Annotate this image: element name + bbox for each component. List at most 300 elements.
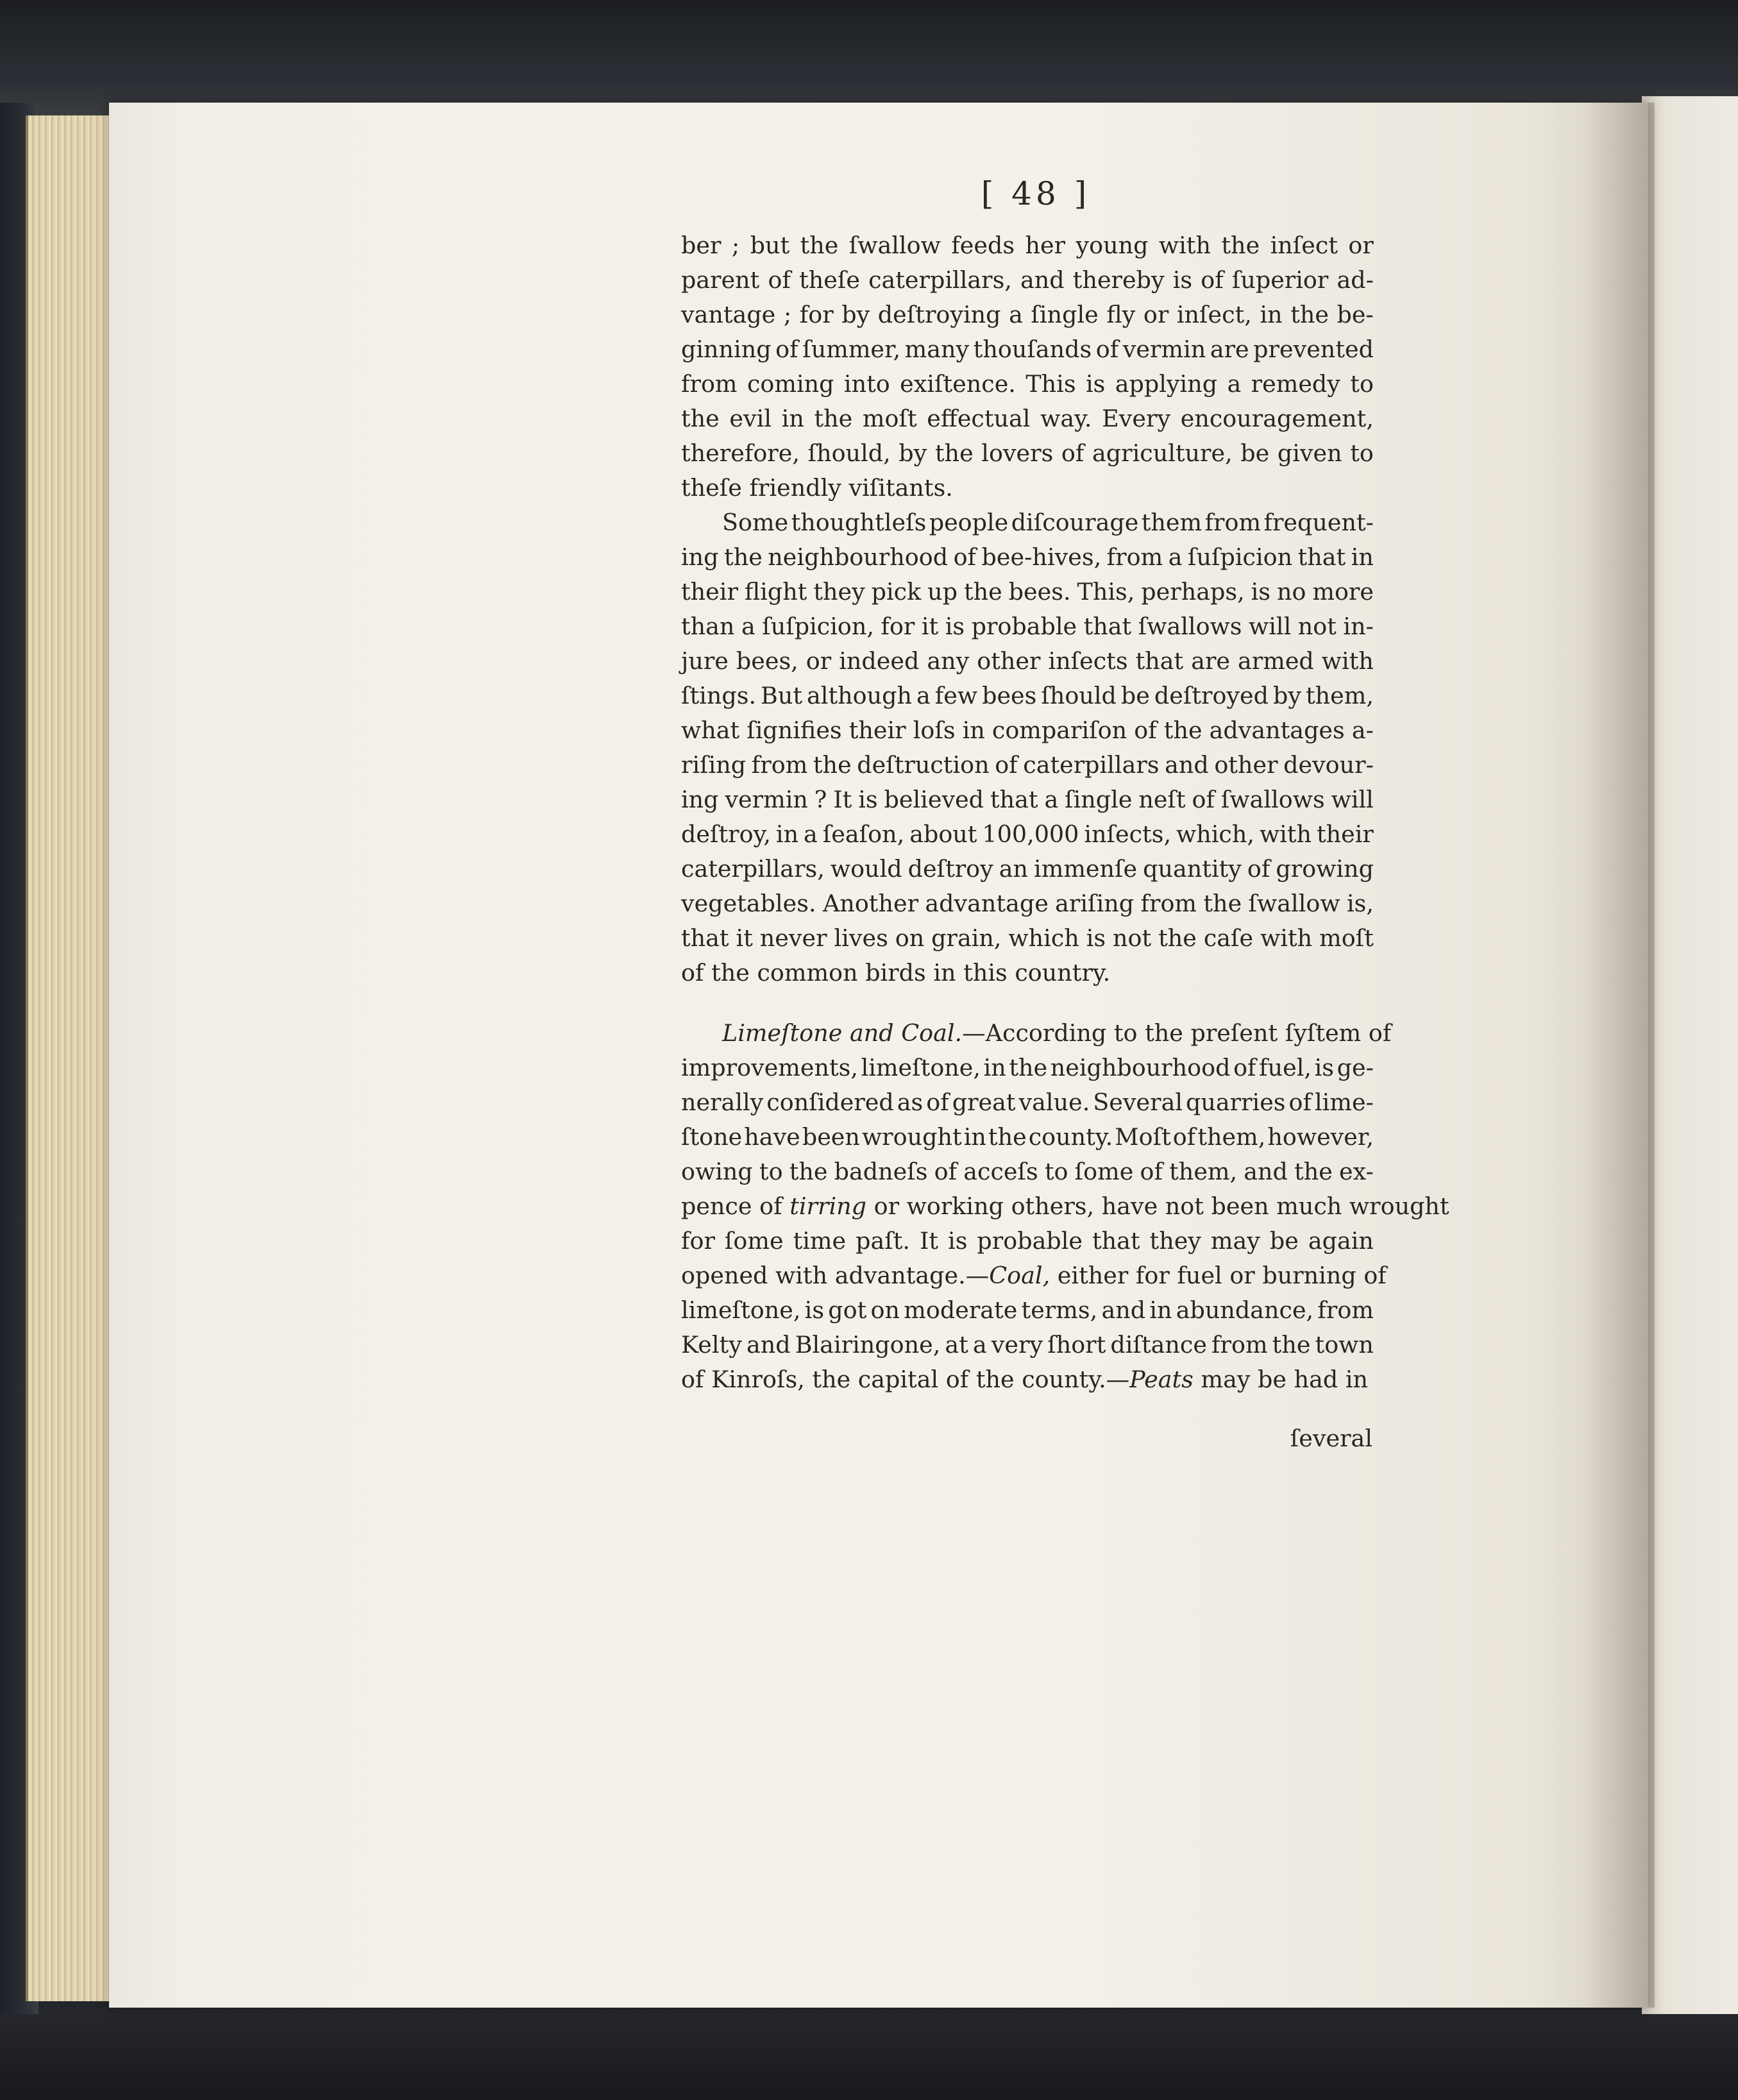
word: ; [783,301,792,328]
word: and [746,1331,791,1359]
word: lives [834,924,888,952]
word: their [848,716,906,744]
word: with [1321,647,1374,675]
word: ſwallow [848,232,941,259]
word: any [927,647,970,675]
text-line [681,817,1374,852]
word: although [807,682,912,709]
word: from [1211,1331,1268,1359]
word: ſuſpicion [1187,543,1293,571]
word: ber [681,232,721,259]
word: improvements, [681,1054,859,1081]
word: however, [1267,1123,1374,1151]
word: ge- [1337,1054,1374,1081]
word: inſects [1048,647,1128,675]
word: the [1294,1158,1333,1185]
section-heading-line: Limeſtone and Coal.—According to the preſent ſyſtem of [722,1019,1392,1047]
word: vegetables. [681,890,816,917]
word: Some [722,509,789,536]
word: that [1135,647,1184,675]
word: remedy [1251,370,1340,398]
text-line [681,713,1374,748]
word: is [948,1227,968,1255]
word: thereby [1072,266,1165,294]
word: is [1086,924,1106,952]
word: from [1204,509,1261,536]
word: indeed [839,647,920,675]
word: Moſt [1115,1123,1171,1151]
word: Every [1102,405,1171,432]
word: theſe [799,266,860,294]
word: got [828,1296,867,1324]
text-line [681,1224,1374,1258]
word: her [1025,232,1066,259]
word: advantage [925,890,1049,917]
word: ing [681,786,719,813]
word: town [1315,1331,1374,1359]
word: quarries [1186,1088,1286,1116]
word: thouſands [973,335,1092,363]
text-line [681,644,1374,679]
word: ariſing [1055,890,1135,917]
word: to [1350,439,1374,467]
word: into [843,370,890,398]
word: with [1260,924,1313,952]
word: badneſs [834,1158,928,1185]
word: way. [1040,405,1092,432]
word: which, [1176,820,1254,848]
word: deſtroy, [681,820,771,848]
word: other [977,647,1041,675]
word: young [1076,232,1149,259]
word: of [1192,786,1215,813]
text-line [681,1155,1374,1189]
word: a [804,820,818,848]
word: of [775,335,798,363]
word: Several [1093,1088,1183,1116]
word: of [1172,1123,1196,1151]
word: ſignifies [747,716,842,744]
word: parent [681,266,760,294]
word: given [1277,439,1342,467]
word: be [1240,439,1270,467]
word: than [681,613,735,640]
text-line [681,1293,1374,1328]
word: Another [822,890,919,917]
word: caterpillars, [868,266,1012,294]
word: of [1233,1054,1256,1081]
word: them, [1169,1158,1238,1185]
word: or [806,647,832,675]
word: lovers [981,439,1054,467]
text-line [681,505,1374,540]
word: and [1020,266,1065,294]
word: But [761,682,803,709]
section-heading: Limeſtone and Coal. [722,1019,963,1047]
word: in [781,405,804,432]
word: fuel, [1259,1054,1312,1081]
word: of [926,1088,949,1116]
word: moderate [904,1296,1018,1324]
word: inſect, [1176,301,1252,328]
word: armed [1238,647,1314,675]
word: been [802,1123,860,1151]
word: therefore, [681,439,800,467]
word: a [1168,543,1183,571]
word: are [1191,647,1230,675]
word: and [1101,1296,1146,1324]
word: agriculture, [1092,439,1233,467]
word: abundance, [1176,1296,1314,1324]
text-line [681,679,1374,713]
word: at [945,1331,968,1359]
word: believed [884,786,984,813]
word: for [881,613,915,640]
word: for [799,301,834,328]
word: never [759,924,827,952]
word: of [768,266,791,294]
word: evil [729,405,772,432]
word: a [1009,301,1023,328]
word: compariſon [991,716,1127,744]
word: in [1149,1296,1172,1324]
word: ? [814,786,827,813]
word: caterpillars [1023,751,1160,779]
word: of [1061,439,1084,467]
word: on [895,924,925,952]
word: ſingle [1065,786,1133,813]
word: for [681,1227,715,1255]
word: or [1348,232,1374,259]
word: ſuſpicion, [762,613,874,640]
text-line: of the common birds in this country. [681,959,1111,986]
word: which [1008,924,1079,952]
word: to [759,1158,783,1185]
page-number: [ 48 ] [981,175,1091,212]
word: ſhort [1047,1331,1106,1359]
word: ſtone [681,1123,743,1151]
word: of [934,1158,958,1185]
word: This [1025,370,1076,398]
word: in- [1343,613,1374,640]
word: coming [747,370,834,398]
word: caterpillars, [681,855,825,883]
word: their [681,578,738,605]
word: quantity [1143,855,1242,883]
word: encouragement, [1180,405,1374,432]
word: ſome [724,1227,784,1255]
word: in [983,1054,1006,1081]
word: riſing [681,751,747,779]
word: grain, [931,924,1002,952]
word: is [858,786,878,813]
word: advantages [1209,716,1345,744]
word: deſtroy [907,855,993,883]
word: deſtroying [877,301,1001,328]
word: of [1140,1158,1163,1185]
text-line [681,1328,1374,1362]
word: nerally [681,1088,764,1116]
word: ; [731,232,740,259]
text-line [681,748,1374,783]
word: or [1143,301,1169,328]
word: limeſtone, [861,1054,981,1081]
word: be [1269,1227,1299,1255]
word: bees [982,682,1037,709]
word: deſtroyed [1154,682,1269,709]
word: ſingle [1031,301,1099,328]
paragraph-bees [681,505,1374,990]
text-line: theſe friendly viſitants. [681,474,953,502]
word: that [1083,613,1132,640]
word: the [724,543,763,571]
word: an [999,855,1029,883]
text-line: pence of tirring or working others, have not been much wrought [681,1192,1449,1220]
word: ex- [1338,1158,1374,1185]
text-line [681,228,1374,263]
word: devour- [1283,751,1374,779]
word: jure [681,647,729,675]
word: more [1312,578,1374,605]
word: from [1317,1296,1374,1324]
word: a [1044,786,1059,813]
word: ſwallows [1138,613,1242,640]
word: the [1290,301,1329,328]
word: in [962,716,985,744]
word: feeds [951,232,1015,259]
word: is [1314,1054,1335,1081]
word: about [909,820,977,848]
word: wrought [861,1123,962,1151]
word: inſects, [1084,820,1172,848]
word: the [988,1123,1027,1151]
word: by [899,439,927,467]
word: perhaps, [1141,578,1245,605]
word: It [833,786,852,813]
word: from [1106,543,1163,571]
word: have [744,1123,800,1151]
word: the [934,439,974,467]
word: a [1227,370,1242,398]
word: may [1210,1227,1260,1255]
word: limeſtone, [681,1296,801,1324]
word: not [1297,613,1337,640]
word: up [927,578,958,605]
page-text [681,228,1449,1397]
word: vermin [1122,335,1206,363]
word: to [1044,1158,1068,1185]
word: the [1158,924,1197,952]
word: moſt [1319,924,1374,952]
word: and [1165,751,1209,779]
word: what [681,716,740,744]
word: their [1316,820,1374,848]
word: but [750,232,790,259]
word: of [1095,335,1119,363]
catchword: ſeveral [1290,1425,1372,1452]
word: it [921,613,939,640]
page-edges [26,115,118,2001]
word: ſummer, [802,335,901,363]
text-line [681,1120,1374,1155]
word: vantage [681,301,776,328]
word: again [1308,1227,1374,1255]
word: applying [1115,370,1218,398]
book-cover-bottom [0,2008,1738,2100]
word: that [1092,1227,1140,1255]
word: many [904,335,970,363]
word: from [681,370,738,398]
word: no [1276,578,1306,605]
word: by [1273,682,1301,709]
word: thoughtleſs [791,509,927,536]
word: other [1214,751,1278,779]
word: effectual [927,405,1031,432]
word: not [1113,924,1152,952]
word: diſcourage [1011,509,1139,536]
word: of [1288,1088,1312,1116]
word: of [1134,716,1157,744]
word: the [963,578,1002,605]
text-line [681,332,1374,367]
word: will [1249,613,1292,640]
word: neſt [1138,786,1186,813]
word: to [1350,370,1374,398]
word: lime- [1315,1088,1374,1116]
word: exiſtence. [900,370,1016,398]
word: in [775,820,799,848]
paragraph-limestone-coal [681,1016,1449,1397]
text-line [681,402,1374,436]
word: 100,000 [982,820,1079,848]
word: them, [1305,682,1374,709]
word: moſt [862,405,917,432]
word: the [1009,1054,1048,1081]
word: is [1085,370,1106,398]
word: in [1260,301,1283,328]
word: with [1158,232,1211,259]
word: a [741,613,755,640]
word: owing [681,1158,753,1185]
word: fly [1106,301,1136,328]
word: growing [1276,855,1374,883]
word: of [1201,266,1224,294]
word: ſhould [1041,682,1117,709]
word: probable [971,613,1077,640]
word: a- [1351,716,1374,744]
book-cover-top [0,0,1738,115]
word: acceſs [963,1158,1038,1185]
facing-page-edge [1642,96,1738,2014]
word: great [952,1088,1016,1116]
word: ſwallow [1248,890,1340,917]
word: probable [977,1227,1083,1255]
word: as [897,1088,924,1116]
paragraph-swallow [681,228,1374,505]
text-line [681,783,1374,817]
word: would [830,855,902,883]
word: them, [1197,1123,1266,1151]
word: neighbourhood [1050,1054,1231,1081]
text-line [681,575,1374,609]
word: will [1331,786,1374,813]
word: the [800,232,839,259]
word: Blairingone, [795,1331,941,1359]
word: of [995,751,1018,779]
word: This, [1077,578,1135,605]
word: ad- [1337,266,1374,294]
word: and [1244,1158,1288,1185]
word: is [945,613,965,640]
text-line [681,852,1374,886]
word: that [990,786,1038,813]
word: frequent- [1263,509,1374,536]
word: value. [1018,1088,1090,1116]
text-line: opened with advantage.—Coal, either for fuel or burning of [681,1262,1387,1289]
word: inſect [1270,232,1338,259]
word: neighbourhood [768,543,949,571]
word: the [814,405,853,432]
word: deſtruction [857,751,990,779]
word: that [1297,543,1346,571]
word: the [1221,232,1260,259]
word: time [793,1227,847,1255]
word: people [929,509,1009,536]
word: they [1149,1227,1201,1255]
word: ſtings. [681,682,757,709]
word: paſt. [856,1227,911,1255]
word: the [789,1158,828,1185]
word: caſe [1203,924,1254,952]
word: ſhould, [807,439,891,467]
text-line [681,1051,1374,1085]
word: it [736,924,753,952]
word: ſome [1074,1158,1134,1185]
paragraph-gap [681,990,1374,1016]
text-line: of Kinroſs, the capital of the county.—Peats may be had in [681,1366,1369,1393]
word: the [681,405,720,432]
word: loſs [913,716,956,744]
text-line [681,1085,1374,1120]
word: from [1140,890,1197,917]
gutter-shadow [1584,103,1655,2008]
word: diſtance [1110,1331,1207,1359]
word: ſwallows [1220,786,1325,813]
word: on [870,1296,900,1324]
word: pick [871,578,922,605]
word: they [813,578,865,605]
word: be- [1337,301,1374,328]
word: is [1251,578,1271,605]
word: by [841,301,870,328]
word: be [1120,682,1150,709]
word: flight [744,578,807,605]
word: that [681,924,729,952]
word: with [1259,820,1312,848]
word: of [953,543,977,571]
word: is [1172,266,1193,294]
word: vermin [725,786,808,813]
word: is, [1346,890,1374,917]
word: bee-hives, [981,543,1102,571]
word: It [919,1227,939,1255]
word: in [963,1123,986,1151]
text-line [681,367,1374,402]
word: Kelty [681,1331,742,1359]
text-line [681,298,1374,332]
word: the [1272,1331,1311,1359]
word: bees. [1008,578,1071,605]
